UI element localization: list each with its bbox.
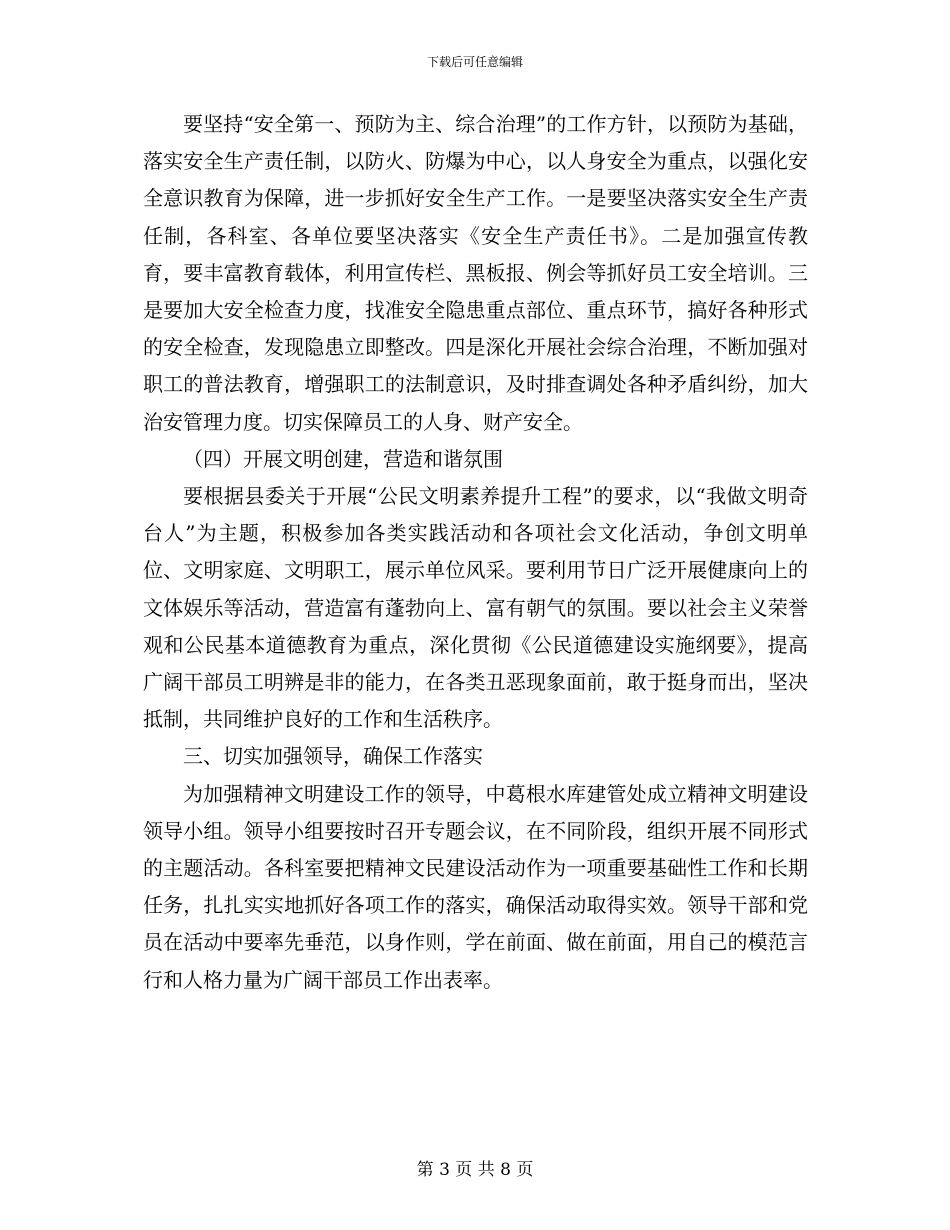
subheading-civilization-creation: （四）开展文明创建，营造和谐氛围 bbox=[183, 446, 503, 471]
paragraph-civilization-creation: 要根据县委关于开展“公民文明素养提升工程”的要求，以“我做文明奇台人”为主题，积极参加各类实践活动和各项社会文化活动，争创文明单位、文明家庭、文明职工，展示单位风采。要利用节日广泛开展健康向上的文体娱乐等活动，营造富有蓬勃向上、富有朝气的氛围。要以社会主义荣誉观和公民基本道德教育为重点，深化贯彻《公民道德建设实施纲要》，提高广阔干部员工明辨是非的能力，在各类丑恶现象面前，敢于挺身而出，坚决抵制，共同维护良好的工作和生活秩序。 bbox=[143, 484, 808, 732]
page-number-footer: 第 3 页 共 8 页 bbox=[416, 1160, 534, 1180]
header-note: 下载后可任意编辑 bbox=[426, 55, 523, 69]
document-body bbox=[143, 106, 808, 999]
paragraph-safety-production: 要坚持“安全第一、预防为主、综合治理”的工作方针，以预防为基础，落实安全生产责任制，以防火、防爆为中心，以人身安全为重点，以强化安全意识教育为保障，进一步抓好安全生产工作。一是要坚决落实安全生产责任制，各科室、各单位要坚决落实《安全生产责任书》。二是加强宣传教育，要丰富教育载体，利用宣传栏、黑板报、例会等抓好员工安全培训。三是要加大安全检查力度，找准安全隐患重点部位、重点环节，搞好各种形式的安全检查，发现隐患立即整改。四是深化开展社会综合治理，不断加强对职工的普法教育，增强职工的法制意识，及时排查调处各种矛盾纠纷，加大治安管理力度。切实保障员工的人身、财产安全。 bbox=[143, 112, 808, 434]
paragraph-leadership: 为加强精神文明建设工作的领导，中葛根水库建管处成立精神文明建设领导小组。领导小组要按时召开专题会议，在不同阶段，组织开展不同形式的主题活动。各科室要把精神文民建设活动作为一项重要基础性工作和长期任务，扎扎实实地抓好各项工作的落实，确保活动取得实效。领导干部和党员在活动中要率先垂范，以身作则，学在前面、做在前面，用自己的模范言行和人格力量为广阔干部员工作出表率。 bbox=[143, 781, 808, 992]
section-heading-leadership: 三、切实加强领导，确保工作落实 bbox=[183, 744, 483, 769]
